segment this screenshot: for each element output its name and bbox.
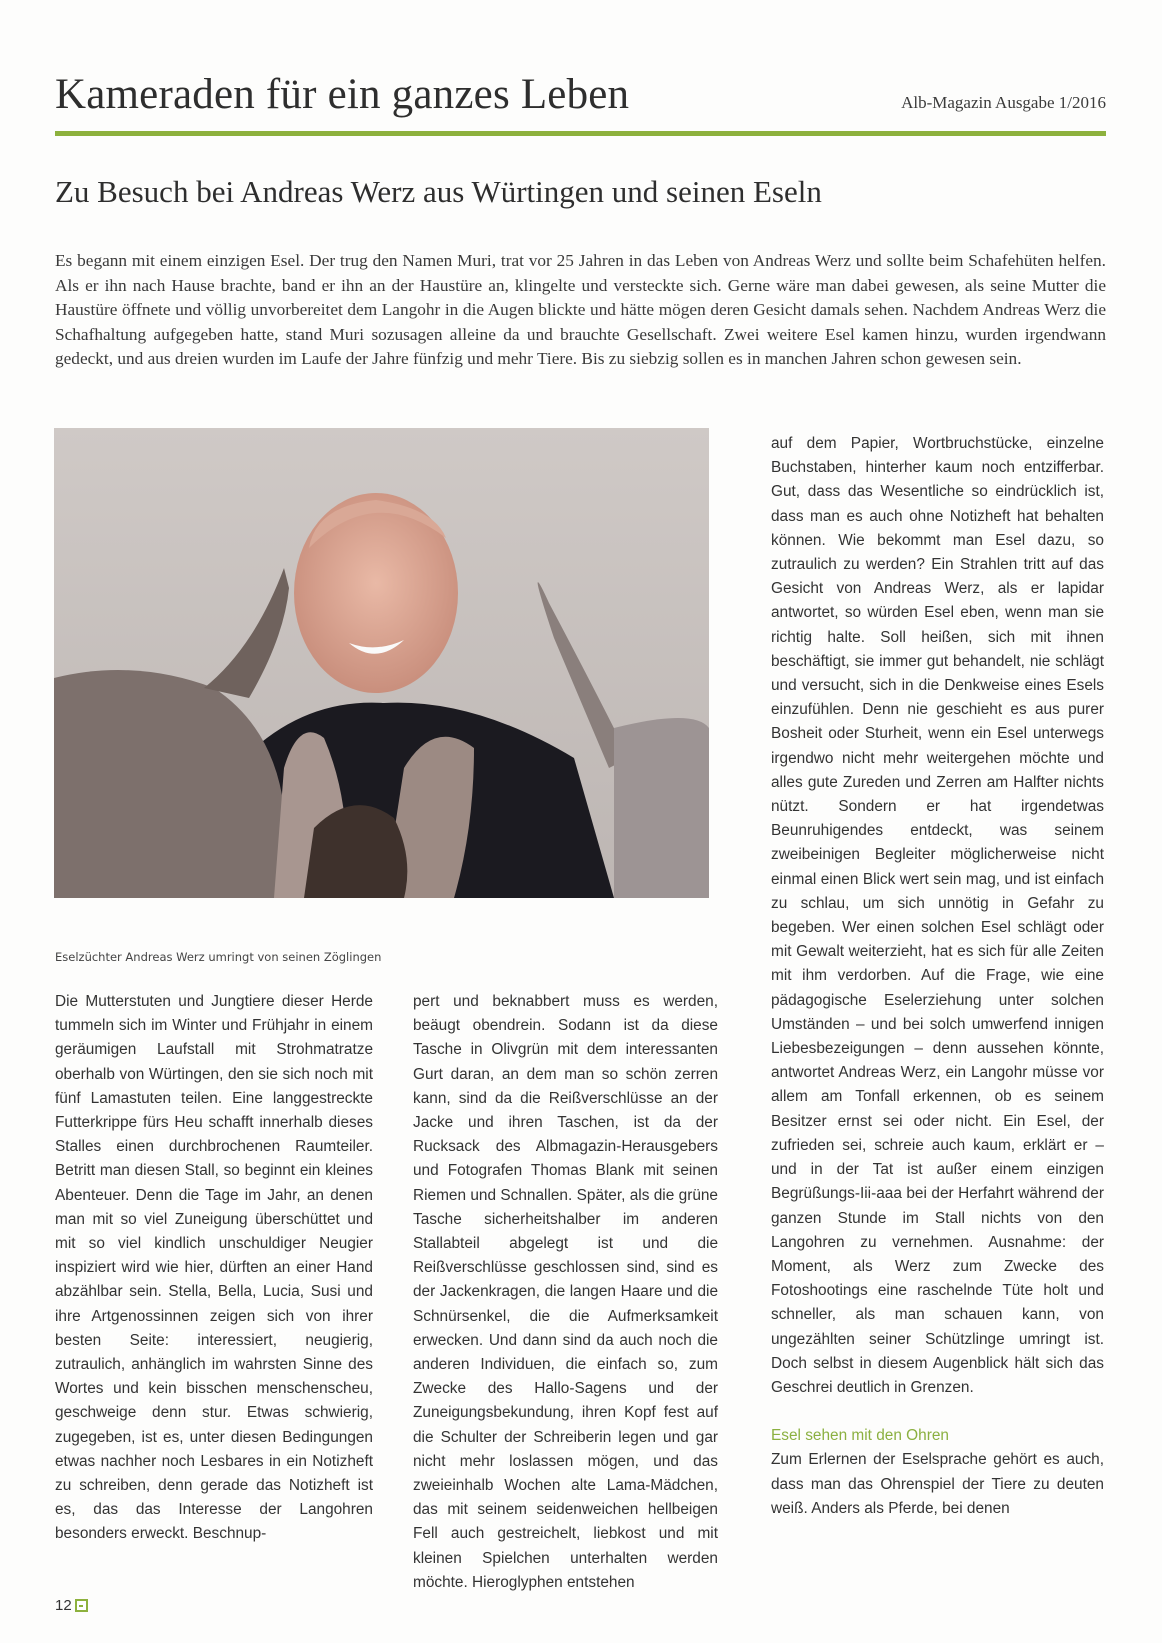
article-intro: Es begann mit einem einzigen Esel. Der trug den Namen Muri, trat vor 25 Jahren in das Leben von Andreas Werz und sollte beim Schafehüten helfen. Als er ihn nach Hause brachte, band er ihn an der Haustüre an, klingelte und versteckte sich. Gerne wäre man dabei gewesen, als seine Mutter die Haustüre öffnete und völlig unvorbereitet dem Langohr in die Augen blickte und hätte mögen deren Gesicht damals sehen. Nachdem Andreas Werz die Schafhaltung aufgegeben hatte, stand Muri sozusagen alleine da und brauchte Gesellschaft. Zwei weitere Esel kamen hinzu, wurden irgendwann gedeckt, und aus dreien wurden im Laufe der Jahre fünfzig und mehr Tiere. Bis zu siebzig sollen es in manchen Jahren schon gewesen sein. [55,251,1106,369]
section-heading: Esel sehen mit den Ohren [771,1427,949,1445]
article-column-2 [413,990,718,1595]
column-3-text: auf dem Papier, Wortbruchstücke, einzelne Buchstaben, hinterher kaum noch entzifferbar. Gut, dass das Wesentliche so eindrücklich ist, dass man es auch ohne Notizheft hat behalten können. Wie bekommt man Esel dazu, so zutraulich zu werden? Ein Strahlen tritt auf das Gesicht von Andreas Werz, als er lapidar antwortet, so würden Esel eben, wenn man sie richtig halte. Soll heißen, sich mit ihnen beschäftigt, sie immer gut behandelt, nie schlägt und versucht, sich in die Denkweise eines Esels einzufühlen. Denn nie geschieht es aus purer Bosheit oder Sturheit, wenn ein Esel unterwegs irgendwo nicht mehr weitergehen möchte und alles gute Zureden und Zerren am Halfter nichts nützt. Sondern er hat irgendetwas Beunruhigendes entdeckt, was seinem zweibeinigen Begleiter möglicherweise nicht einmal einen Blick wert sein mag, und ist einfach zu schlau, um sich unnötig in Gefahr zu begeben. Wer einen solchen Esel schlägt oder mit Gewalt weiterzieht, hat es sich für alle Zeiten mit ihm verdorben. Auf die Frage, wie eine pädagogische Eselerziehung unter solchen Umständen – und bei solch umwerfend innigen Liebesbezeigungen – denn aussehen könnte, antwortet Andreas Werz, ein Langohr müsse vor allem am Tonfall erkennen, ob es seinem Besitzer ernst sei oder nicht. Ein Esel, der zufrieden sei, schreie auch kaum, erklärt er – und in der Tat ist außer einem einzigen Begrüßungs-Iii-aaa bei der Herfahrt während der ganzen Stunde im Stall nichts von den Langohren zu vernehmen. Ausnahme: der Moment, als Werz zum Zwecke des Fotoshootings eine raschelnde Tüte holt und schneller, als man schauen kann, von ungezählten seiner Schützlinge umringt ist. Doch selbst in diesem Augenblick hält sich das Geschrei deutlich in Grenzen. [771,435,1104,1396]
page-footer [55,1597,88,1614]
column-1-text: Die Mutterstuten und Jungtiere dieser Herde tummeln sich im Winter und Frühjahr in einem geräumigen Laufstall mit Strohmatratze oberhalb von Würtingen, den sie sich noch mit fünf Lamastuten teilen. Eine langgestreckte Futterkrippe fürs Heu schafft innerhalb dieses Stalles einen durchbrochenen Raumteiler. Betritt man diesen Stall, so beginnt ein kleines Abenteuer. Denn die Tage im Jahr, an denen man mit so viel Zuneigung überschüttet und mit so viel kindlich unschuldiger Neugier inspiziert wird wie hier, dürften an einer Hand abzählbar sein. Stella, Bella, Lucia, Susi und ihre Artgenossinnen zeigen sich von ihrer besten Seite: interessiert, neugierig, zutraulich, anhänglich im wahrsten Sinne des Wortes und kein bisschen menschenscheu, geschweige denn stur. Etwas schwierig, zugegeben, ist es, unter diesen Bedingungen etwas nachher noch Lesbares in ein Notizheft zu schreiben, denn gerade das Notizheft ist es, das das Interesse der Langohren besonders erweckt. Beschnup- [55,993,373,1543]
magazine-logo-icon [75,1599,88,1612]
issue-label: Alb-Magazin Ausgabe 1/2016 [901,93,1106,112]
photo-illustration [54,428,709,898]
column-3-continued-text: Zum Erlernen der Eselsprache gehört es auch, dass man das Ohrenspiel der Tiere zu deuten weiß. Anders als Pferde, bei denen [771,1451,1104,1517]
header-divider [55,131,1106,136]
article-column-1 [55,990,373,1547]
article-column-3 [771,432,1104,1521]
photo-caption: Eselzüchter Andreas Werz umringt von seinen Zöglingen [55,950,382,964]
column-2-text: pert und beknabbert muss es werden, beäugt obendrein. Sodann ist da diese Tasche in Olivgrün mit dem interessanten Gurt daran, an dem man so schön zerren kann, sind da die Reißverschlüsse an der Jacke und ihren Taschen, ist da der Rucksack des Albmagazin-Herausgebers und Fotografen Thomas Blank mit seinen Riemen und Schnallen. Später, als die grüne Tasche sicherheitshalber im anderen Stallabteil abgelegt ist und die Reißverschlüsse geschlossen sind, sind es der Jackenkragen, die langen Haare und die Schnürsenkel, die die Aufmerksamkeit erwecken. Und dann sind da auch noch die anderen Individuen, die einfach so, zum Zwecke des Hallo-Sagens und der Zuneigungsbekundung, ihren Kopf fest auf die Schulter der Schreiberin legen und gar nicht mehr loslassen mögen, und das zweieinhalb Wochen alte Lama-Mädchen, das mit seinem seidenweichen hellbeigen Fell auch gestreichelt, liebkost und mit kleinen Spielchen unterhalten werden möchte. Hieroglyphen entstehen [413,993,718,1591]
page-number: 12 [55,1597,72,1614]
page-title: Kameraden für ein ganzes Leben [55,71,630,118]
article-photo [54,428,709,898]
article-headline: Zu Besuch bei Andreas Werz aus Würtingen und seinen Eseln [55,174,822,209]
